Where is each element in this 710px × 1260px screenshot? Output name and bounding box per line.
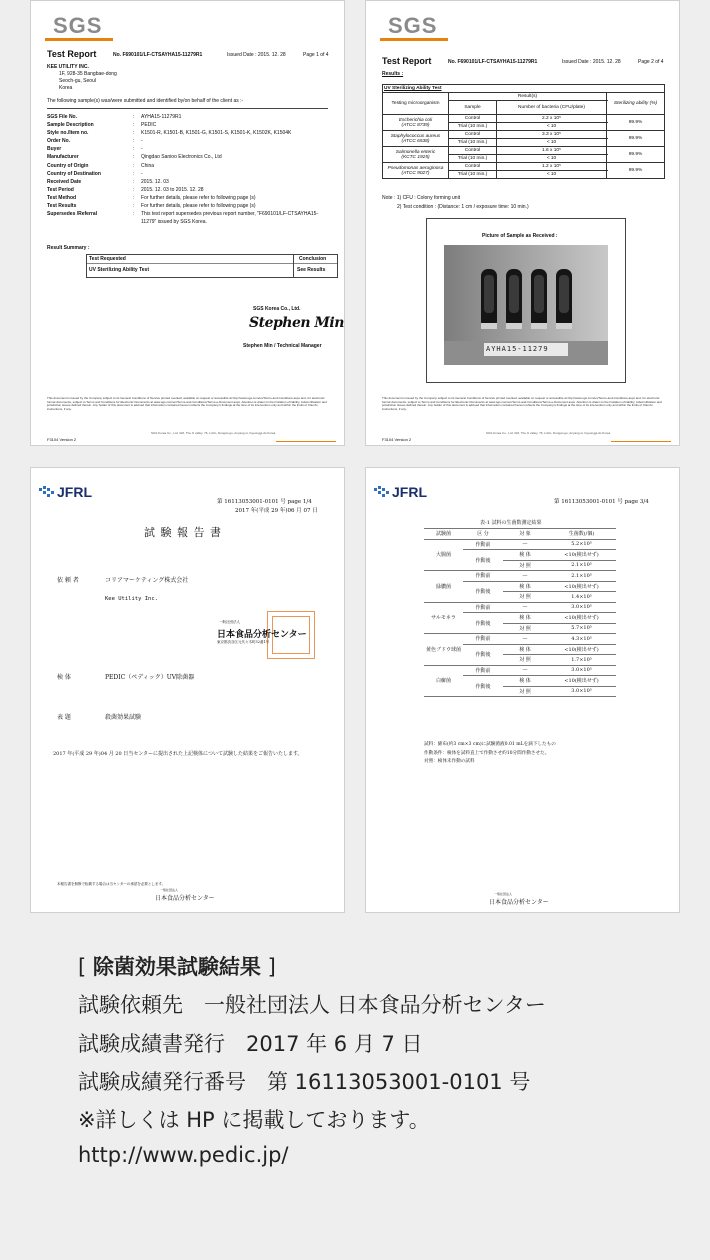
- org-atcc: (ATCC 6538): [401, 138, 430, 144]
- organism-cell: サルモネラ: [424, 602, 463, 634]
- summary-test-name: UV Sterilizing Ability Test: [89, 267, 150, 273]
- field-row: Order No. : -: [47, 138, 143, 145]
- jfrl-logo-text: JFRL: [392, 484, 427, 500]
- target-cell: 対 照: [503, 686, 547, 697]
- count-cell: 2.1×10⁵: [547, 571, 616, 582]
- target-cell: —: [503, 634, 547, 645]
- target-cell: 対 照: [503, 560, 547, 571]
- note-line: 作動条件：検体を試料直上で作動させ約10分間作動させた。: [424, 750, 550, 756]
- summary-table-line: [293, 255, 294, 277]
- head-division: 区 分: [463, 529, 503, 540]
- report-title: Test Report: [47, 49, 97, 59]
- organism-cell: 緑膿菌: [424, 571, 463, 603]
- document-number: 第 16113053001-0101 号 page 3/4: [554, 499, 649, 505]
- caption-line-lab: 試験依頼先 一般社団法人 日本食品分析センター: [78, 993, 546, 1017]
- note-line: 対照：検体未作動の試料: [424, 759, 475, 764]
- signer-title: Stephen Min / Technical Manager: [243, 343, 322, 349]
- report-title: Test Report: [382, 56, 432, 66]
- count-cell: <10(検出せず): [547, 581, 616, 592]
- count-cell: 3.0×10⁵: [547, 602, 616, 613]
- company-name: SGS Korea Co., Ltd.: [253, 306, 301, 312]
- note-1: Note : 1) CFU : Colony forming unit: [382, 195, 461, 201]
- field-row: Test Results : For further details, please refer to following page (s): [47, 203, 256, 210]
- client-address-3: Korea: [59, 85, 73, 91]
- table-row: [383, 115, 665, 123]
- target-cell: —: [503, 602, 547, 613]
- subject-name: 殺菌効果試験: [105, 714, 142, 721]
- client-address-2: Seoch-gu, Seoul: [59, 78, 96, 84]
- report-title: 試 験 報 告 書: [144, 526, 222, 539]
- head-organism: 試験菌: [424, 529, 463, 540]
- summary-conclusion: See Results: [297, 267, 326, 273]
- website-link[interactable]: http://www.pedic.jp/: [78, 1143, 289, 1167]
- jfrl-logo: [374, 482, 427, 501]
- note-2: 2) Test condition : (Distance: 1 cm / exposure time: 10 min.): [397, 204, 529, 210]
- head-sample: Sample: [449, 101, 497, 115]
- org-address: 東京都渋谷区元代々木町52番1号: [217, 640, 270, 644]
- field-row: Buyer : -: [47, 146, 143, 153]
- footer-org: 日本食品分析センター: [155, 895, 215, 902]
- division-cell: 作動後: [463, 581, 503, 602]
- table-row: [424, 539, 616, 550]
- head-target: 対 象: [503, 529, 547, 540]
- divider: [47, 108, 328, 109]
- form-version: F3104 Version 2: [47, 437, 77, 442]
- field-row: Test Period : 2015. 12. 03 to 2015. 12. 28: [47, 186, 204, 193]
- footer-note: 本報告書を無断で転載する場合は当センターの承認を必要とします。: [57, 882, 166, 886]
- org-name: Escherichia coli: [398, 117, 433, 123]
- footer-bar: [611, 441, 671, 442]
- field-row: 11279" issued by SGS Korea.: [141, 219, 207, 226]
- table-row: [424, 571, 616, 582]
- footer-org-prefix: 一般社団法人: [160, 888, 179, 892]
- count-cell: 3.0×10⁵: [547, 665, 616, 676]
- table-row: [383, 163, 665, 171]
- page-number: Page 1 of 4: [303, 52, 329, 58]
- cell: Control: [449, 131, 497, 139]
- sgs-logo: SGS: [388, 13, 438, 38]
- division-cell: 作動前: [463, 539, 503, 550]
- head-bacteria: Number of bacteria (CFU/plate): [497, 101, 607, 115]
- result-summary-label: Result Summary :: [47, 245, 90, 251]
- sgs-logo-bar: [45, 38, 113, 41]
- division-cell: 作動後: [463, 644, 503, 665]
- page-number: Page 2 of 4: [638, 59, 664, 65]
- client-label: 依 頼 者: [57, 577, 79, 584]
- field-row: Style no./Item no. : K1501-R, K1501-B, K1501-G, K1501-S, K1501-K, K1502K, K1504K: [47, 130, 292, 137]
- org-atcc: (ATCC 8739): [401, 122, 430, 128]
- target-cell: 対 照: [503, 592, 547, 603]
- cell: < 10: [497, 123, 607, 131]
- org-atcc: (ATCC 9027): [401, 170, 430, 176]
- table-notes: [424, 741, 556, 767]
- caption-title: 除菌効果試験結果: [92, 955, 261, 979]
- target-cell: 対 照: [503, 655, 547, 666]
- cell: 99.9%: [607, 147, 665, 163]
- jfrl-logo-icon: [39, 486, 55, 498]
- jfrl-logo: [39, 482, 92, 501]
- division-cell: 作動前: [463, 665, 503, 676]
- report-body: 2017 年(平成 29 年)04 月 20 日当センターに提出された上記検体について試験した結果をご報告いたします。: [53, 751, 303, 757]
- sample-label: 検 体: [57, 674, 71, 681]
- target-cell: 検 体: [503, 581, 547, 592]
- cell: 99.9%: [607, 115, 665, 131]
- issue-date: 2017 年(平成 29 年)06 月 07 日: [235, 508, 318, 514]
- target-cell: 検 体: [503, 676, 547, 687]
- report-number: No. F690101/LF-CTSAYHA15-11279R1: [448, 59, 538, 65]
- table-header-row: [424, 529, 616, 540]
- organism-cell: 大腸菌: [424, 539, 463, 571]
- head-count: 生菌数(/個): [547, 529, 616, 540]
- table-row: [383, 131, 665, 139]
- cell: 2.2 x 10⁵: [497, 115, 607, 123]
- table-title: UV Sterilizing Ability Test: [383, 85, 665, 93]
- head-microorganism: Testing microorganism: [383, 93, 449, 115]
- count-cell: 5.7×10⁵: [547, 623, 616, 634]
- signature: Stephen Min: [249, 315, 344, 331]
- target-cell: 検 体: [503, 550, 547, 561]
- caption-line-date: 試験成績書発行 2017 年 6 月 7 日: [78, 1032, 423, 1056]
- jfrl-logo-text: JFRL: [57, 484, 92, 500]
- division-cell: 作動後: [463, 550, 503, 571]
- sgs-logo: SGS: [53, 13, 103, 38]
- cell: 3.3 x 10⁵: [497, 131, 607, 139]
- org-name: Staphylococcus aureus: [390, 133, 441, 139]
- fine-print: This document is issued by the Company subject to its General Conditions of Service printed overleaf, available on request or accessible at http://www.sgs.com/en/Terms-and-Conditions.aspx and, for electronic format documents, subject to Terms and Conditions for Electronic Documents at www.sgs.com/en/Terms-and-Conditions/Terms-e-Document.aspx. Attention is drawn to the limitation of liability, indemnification and jurisdiction issues defined therein. Any holder of this document is advised that information contained hereon reflects the Company's findings at the time of its intervention only and within the limits of Client's instructions, if any.: [382, 396, 662, 411]
- division-cell: 作動前: [463, 602, 503, 613]
- sample-fields: [47, 113, 318, 226]
- field-row: SGS File No. : AYHA15-11279R1: [47, 114, 182, 120]
- division-cell: 作動前: [463, 571, 503, 582]
- results-table: [382, 84, 665, 179]
- org-name: Salmonella enteric: [395, 149, 436, 155]
- report-number: No. F690101/LF-CTSAYHA15-11279R1: [113, 52, 203, 58]
- caption-line-number: 試験成績発行番号 第 16113053001-0101 号: [78, 1070, 531, 1094]
- cell: 99.9%: [607, 163, 665, 179]
- count-cell: 1.7×10⁵: [547, 655, 616, 666]
- field-row: Received Date : 2015. 12. 03: [47, 178, 169, 185]
- org-prefix: 一般社団法人: [219, 620, 240, 624]
- count-cell: <10(検出せず): [547, 644, 616, 655]
- field-row: Test Method : For further details, please refer to following page (s): [47, 194, 256, 201]
- target-cell: —: [503, 539, 547, 550]
- table-row: [424, 665, 616, 676]
- table-row: [424, 602, 616, 613]
- client-address-1: 1F, 928-35 Bangbae-dong: [59, 71, 117, 77]
- field-row: Sample Description : PEDIC: [47, 122, 157, 129]
- picture-title: Picture of Sample as Received :: [482, 233, 558, 239]
- caption-line-note: ※詳しくは HP に掲載しております。: [78, 1108, 430, 1132]
- cell: Trial (10 min.): [449, 139, 497, 147]
- summary-head-conclusion: Conclusion: [299, 256, 327, 262]
- cell: 99.9%: [607, 131, 665, 147]
- cell: Control: [449, 115, 497, 123]
- document-number: 第 16113053001-0101 号 page 1/4: [217, 499, 312, 505]
- head-results: Result(s): [449, 93, 607, 101]
- cell: Trial (10 min.): [449, 155, 497, 163]
- subject-label: 表 題: [57, 714, 71, 721]
- intro-text: The following sample(s) was/were submitted and identified by/on behalf of the client as :-: [47, 98, 244, 104]
- target-cell: —: [503, 571, 547, 582]
- summary-table-line: [87, 263, 337, 264]
- cell: 1.2 x 10⁵: [497, 163, 607, 171]
- count-cell: 2.1×10⁵: [547, 560, 616, 571]
- footer-org: 日本食品分析センター: [489, 899, 549, 906]
- cell: < 10: [497, 155, 607, 163]
- footer-org-prefix: 一般社団法人: [494, 892, 513, 896]
- org-name: 日本食品分析センター: [217, 630, 307, 640]
- target-cell: 対 照: [503, 623, 547, 634]
- cell: < 10: [497, 171, 607, 179]
- count-cell: <10(検出せず): [547, 676, 616, 687]
- org-name: Pseudomonas aeruginosa: [387, 165, 444, 171]
- issued-date: Issued Date : 2015. 12. 28: [562, 59, 621, 65]
- count-cell: <10(検出せず): [547, 613, 616, 624]
- target-cell: 検 体: [503, 613, 547, 624]
- target-cell: 検 体: [503, 644, 547, 655]
- jfrl-report-page-1: [30, 467, 345, 913]
- cell: Trial (10 min.): [449, 171, 497, 179]
- bracket-close: ]: [267, 955, 276, 979]
- cell: 1.6 x 10⁵: [497, 147, 607, 155]
- organism-cell: 白癬菌: [424, 665, 463, 697]
- bracket-open: [: [78, 955, 87, 979]
- org-atcc: (KCTC 1925): [401, 154, 430, 160]
- sgs-report-page-1: [30, 0, 345, 446]
- footer-bar: [276, 441, 336, 442]
- sample-label: AYHA15-11279: [486, 345, 549, 353]
- table-row: [424, 634, 616, 645]
- note-line: 試料：綿布(約3 cm×3 cm)に試験菌液0.01 mLを滴下したもの: [424, 742, 556, 747]
- client-name: コリアマーケティング株式会社: [105, 577, 189, 584]
- caption-heading: [78, 951, 276, 981]
- sgs-logo-bar: [380, 38, 448, 41]
- table-title: 表-1 試料の生菌数測定結果: [480, 520, 542, 526]
- cell: < 10: [497, 139, 607, 147]
- cell: Trial (10 min.): [449, 123, 497, 131]
- client-name: KEE UTILITY INC.: [47, 64, 89, 70]
- field-row: Country of Destination : -: [47, 170, 143, 177]
- table-row: [383, 147, 665, 155]
- client-name-en: Kee Utility Inc.: [105, 596, 158, 602]
- division-cell: 作動後: [463, 676, 503, 697]
- issued-date: Issued Date : 2015. 12. 28: [227, 52, 286, 58]
- cell: Control: [449, 163, 497, 171]
- field-row: Supersedes /Referral : This test report supersedes previous report number, "F690101/LF-CTSAYHA15-: [47, 211, 319, 218]
- results-label: Results :: [382, 71, 404, 77]
- sgs-report-page-2: [365, 0, 680, 446]
- count-cell: 4.3×10⁵: [547, 634, 616, 645]
- count-cell: 5.2×10⁵: [547, 539, 616, 550]
- sample-name: PEDIC（ペディック）UV除菌器: [105, 674, 195, 681]
- form-version: F3104 Version 2: [382, 437, 412, 442]
- cell: Control: [449, 147, 497, 155]
- count-cell: 1.4×10⁵: [547, 592, 616, 603]
- footer-address: SGS Korea Co., Ltd. 322, The O valley, 76, Li-Ro, Dongan-gu, Anyang-si, Gyeonggi-do Korea: [486, 431, 611, 435]
- division-cell: 作動後: [463, 613, 503, 634]
- jfrl-report-page-3: [365, 467, 680, 913]
- division-cell: 作動前: [463, 634, 503, 645]
- target-cell: —: [503, 665, 547, 676]
- fine-print: This document is issued by the Company subject to its General Conditions of Service printed overleaf, available on request or accessible at http://www.sgs.com/en/Terms-and-Conditions.aspx and, for electronic format documents, subject to Terms and Conditions for Electronic Documents at www.sgs.com/en/Terms-and-Conditions/Terms-e-Document.aspx. Attention is drawn to the limitation of liability, indemnification and jurisdiction issues defined therein. Any holder of this document is advised that information contained hereon reflects the Company's findings at the time of its intervention only and within the limits of Client's instructions, if any.: [47, 396, 327, 411]
- field-row: Manufacturer : Qingdao Sanioo Electronics Co., Ltd: [47, 154, 222, 161]
- jfrl-logo-icon: [374, 486, 390, 498]
- footer-address: SGS Korea Co., Ltd. 322, The O valley, 76, Li-Ro, Dongan-gu, Anyang-si, Gyeonggi-do Korea: [151, 431, 276, 435]
- count-cell: 3.0×10⁵: [547, 686, 616, 697]
- summary-head-test: Test Requested: [89, 256, 126, 262]
- field-row: Country of Origin : China: [47, 162, 155, 169]
- count-cell: <10(検出せず): [547, 550, 616, 561]
- results-table: [424, 528, 616, 697]
- head-ability: Sterilizing ability (%): [607, 93, 665, 115]
- organism-cell: 黄色ブドウ球菌: [424, 634, 463, 666]
